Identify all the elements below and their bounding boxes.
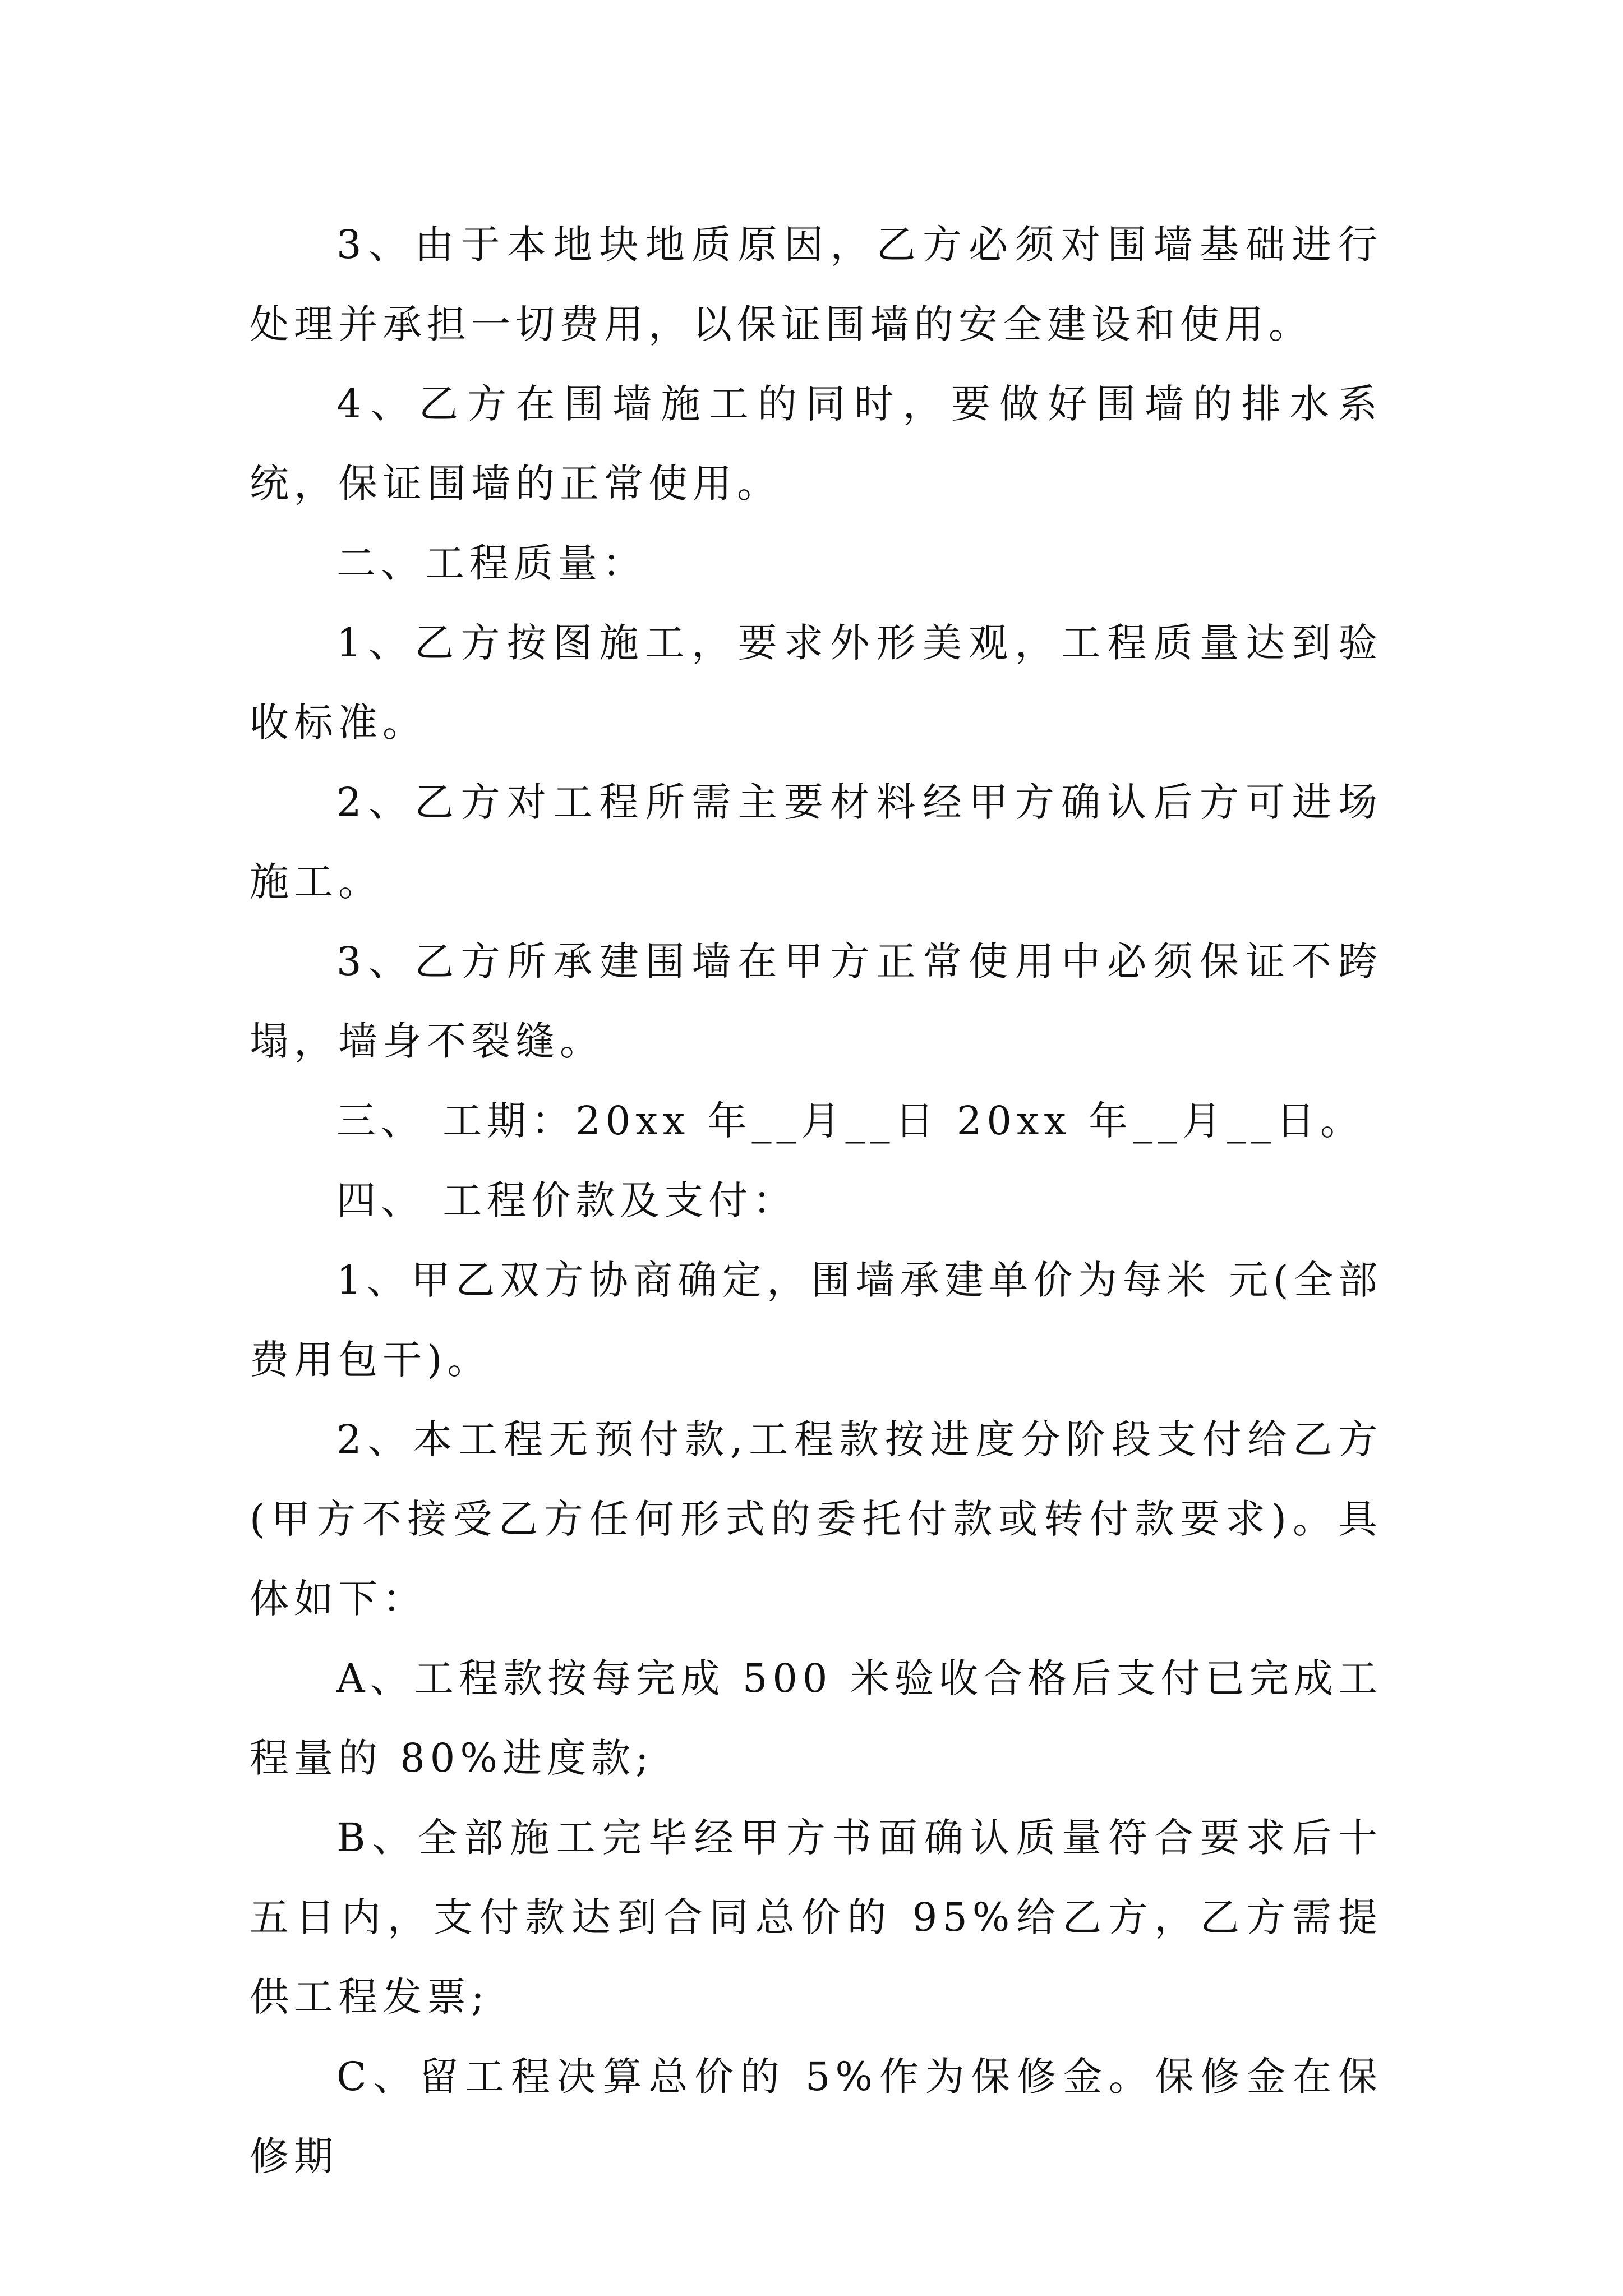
- document-body: [250, 205, 1382, 2196]
- paragraph-payment-item-c: C、留工程决算总价的 5%作为保修金。保修金在保修期: [250, 2054, 1382, 2179]
- paragraph-drainage-system: 4、乙方在围墙施工的同时，要做好围墙的排水系统，保证围墙的正常使用。: [250, 381, 1382, 507]
- paragraph-unit-price: 1、甲乙双方协商确定，围墙承建单价为每米 元(全部费用包干)。: [250, 1257, 1382, 1383]
- paragraph-payment-item-b: B、全部施工完毕经甲方书面确认质量符合要求后十五日内，支付款达到合同总价的 95%给乙方，乙方需提供工程发票;: [250, 1815, 1382, 2020]
- paragraph-foundation-treatment: 3、由于本地块地质原因，乙方必须对围墙基础进行处理并承担一切费用，以保证围墙的安全建设和使用。: [250, 222, 1382, 347]
- paragraph-payment-item-a: A、工程款按每完成 500 米验收合格后支付已完成工程量的 80%进度款;: [250, 1655, 1382, 1781]
- section-heading-quality: 二、工程质量：: [336, 540, 647, 586]
- section-heading-schedule: 三、 工期：20xx 年__月__日 20xx 年__月__日。: [336, 1098, 1365, 1144]
- paragraph-materials-confirmation: 2、乙方对工程所需主要材料经甲方确认后方可进场施工。: [250, 779, 1382, 905]
- section-heading-payment: 四、 工程价款及支付：: [336, 1177, 797, 1223]
- paragraph-wall-integrity: 3、乙方所承建围墙在甲方正常使用中必须保证不跨塌，墙身不裂缝。: [250, 938, 1382, 1064]
- paragraph-quality-standard: 1、乙方按图施工，要求外形美观，工程质量达到验收标准。: [250, 620, 1382, 746]
- paragraph-payment-schedule: 2、本工程无预付款,工程款按进度分阶段支付给乙方(甲方不接受乙方任何形式的委托付款或转付款要求)。具体如下：: [250, 1416, 1382, 1622]
